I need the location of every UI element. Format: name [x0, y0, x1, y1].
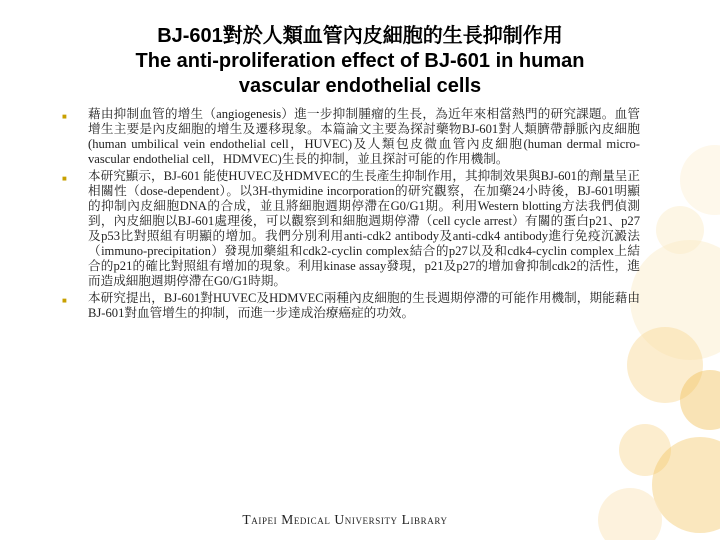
- title-line-english-2: vascular endothelial cells: [238, 75, 482, 97]
- footer-library-name: Taipei Medical University Library: [242, 512, 448, 527]
- title-line-chinese: BJ-601對於人類血管內皮細胞的生長抑制作用: [157, 25, 563, 47]
- bullet-item: [60, 107, 640, 167]
- square-bullet-icon: ■: [62, 174, 67, 183]
- slide-title: [70, 24, 650, 99]
- title-line-english-1: The anti-proliferation effect of BJ-601 in human: [135, 50, 585, 72]
- deco-circle: [656, 206, 704, 254]
- bullet-text: 藉由抑制血管的增生（angiogenesis）進一步抑制腫瘤的生長，為近年來相當熱門的研究課題。血管增生主要是內皮細胞的增生及遷移現象。本篇論文主要為探討藥物BJ-601對人類臍帶靜脈內皮細胞(human umbilical vein endothelial cell，HUVEC)及人類包皮微血管內皮細胞(human dermal micro-vascular endothelial cell，HDMVEC)生長的抑制，並且探討可能的作用機制。: [88, 107, 640, 166]
- bullet-text: 本研究提出，BJ-601對HUVEC及HDMVEC兩種內皮細胞的生長週期停滯的可能作用機制，期能藉由BJ-601對血管增生的抑制，而進一步達成治療癌症的功效。: [88, 291, 640, 320]
- square-bullet-icon: ■: [62, 296, 67, 305]
- bullet-item: [60, 291, 640, 321]
- bullet-item: [60, 169, 640, 289]
- square-bullet-icon: ■: [62, 112, 67, 121]
- bullet-text: 本研究顯示，BJ-601 能使HUVEC及HDMVEC的生長產生抑制作用，其抑制效果與BJ-601的劑量呈正相關性（dose-dependent）。以3H-thymidine incorporation的研究觀察，在加藥24小時後，BJ-601明顯的抑制內皮細胞DNA的合成，並且將細胞週期停滯在G0/G1期。利用Western blotting方法我們偵測到，內皮細胞以BJ-601處理後，可以觀察到和細胞週期停滯（cell cycle arrest）有關的蛋白p21、p27及p53比對照組有明顯的增加。我們分別利用anti-cdk2 antibody及anti-cdk4 antibody進行免疫沉澱法（immuno-precipitation）發現加藥組和cdk2-cyclin complex結合的p27以及和cdk4-cyclin complex上結合的p21的確比對照組有增加的現象。利用kinase assay發現，p21及p27的增加會抑制cdk2的活性，進而造成細胞週期停滯在G0/G1時期。: [88, 169, 640, 288]
- bullet-list: [60, 107, 640, 323]
- deco-circle: [680, 145, 720, 215]
